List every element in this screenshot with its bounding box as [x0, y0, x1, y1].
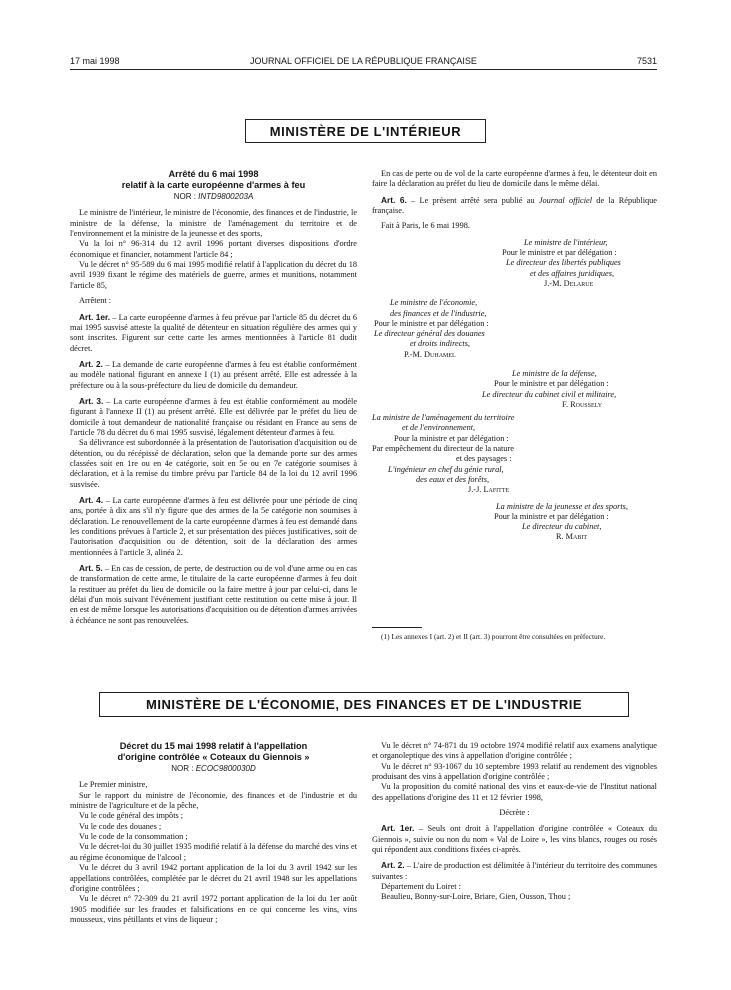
article-3-paragraph-2: Sa délivrance est subordonnée à la présentation de l'autorisation d'acquisition ou de détention, ou du récépissé de déclaration, selon que la demande porte sur des armes classées soit en 1re ou en 4e catégorie, soit en 5e ou en 7e catégorie soumises à déclaration, et à la remise du timbre prévu par l'article 84 de la loi du 12 avril 1996 susvisée.: [70, 438, 357, 489]
article-5: Art. 5. – En cas de cession, de perte, de destruction ou de vol d'une arme ou en cas de transformation de cette arme, le titulaire de la carte européenne d'armes à feu doit la restituer au préfet du lieu de domicile ou la faire mettre à jour par celui-ci, dans le délai d'un mois suivant l'événement justifiant cette restitution ou cette mise à jour. Il en est de même lorsque les autorisations d'acquisition ou de détention d'armes arrivées à échéance ne sont pas renouvelées.: [70, 563, 358, 625]
arrete-nor: NOR : INTD9800203A: [173, 192, 254, 202]
arretent: Arrêtent :: [79, 296, 112, 306]
arrete-title: Arrêté du 6 mai 1998 relatif à la carte européenne d'armes à feu: [121, 169, 306, 191]
signature-defense: Le ministre de la défense, Pour le ministre et par délégation : Le directeur du cabinet civil et militaire, F. Roussely: [482, 368, 617, 409]
ministry-heading-interieur: MINISTÈRE DE L'INTÉRIEUR: [245, 119, 486, 143]
signature-economie: Le ministre de l'économie, des finances et de l'industrie, Pour le ministre et par délégation : Le directeur général des douanes et droits indirects, P.-M. Duhamel: [374, 298, 489, 359]
footnote: (1) Les annexes I (art. 2) et II (art. 3) pourront être consultées en préfecture.: [381, 632, 606, 641]
decret-title: Décret du 15 mai 1998 relatif à l'appellation d'origine contrôlée « Coteaux du Giennois »: [117, 741, 310, 763]
department: Département du Loiret :: [381, 882, 461, 892]
paragraph: Vu la loi n° 96-314 du 12 avril 1996 portant diverses dispositions d'ordre économique et financier, notamment l'article 84 ;: [70, 239, 357, 259]
paragraph: Vu le code général des impôts ;: [79, 811, 184, 821]
signature-amenagement: La ministre de l'aménagement du territoire et de l'environnement, Pour la ministre et par délégation : Par empêchement du directeur de la nature et des paysages : L'ingénieur en chef du génie rural, des eaux et des forêts, J.-J. Lafitte: [372, 413, 515, 495]
paragraph: Le Premier ministre,: [79, 780, 148, 790]
fait-a-paris: Fait à Paris, le 6 mai 1998.: [381, 221, 470, 231]
article-1: Art. 1er. – Seuls ont droit à l'appellation d'origine contrôlée « Coteaux du Giennois », suivie ou non du nom « Val de Loire », les vins blancs, rouges ou rosés qui répondent aux conditions fixées ci-après.: [372, 823, 657, 855]
header-date: 17 mai 1998: [70, 56, 120, 66]
article-2: Art. 2. – La demande de carte européenne d'armes à feu est établie conformément au modèle national figurant en annexe I (1) au présent arrêté. Elle est adressée à la préfecture ou à la sous-préfecture du lieu de domicile du demandeur.: [70, 358, 358, 390]
decret-nor: NOR : ECOC9800030D: [171, 764, 256, 774]
paragraph: Vu le code des douanes ;: [79, 821, 162, 831]
article-6: Art. 6. – Le présent arrêté sera publié au Journal officiel de la République française.: [372, 194, 657, 216]
ministry-heading-economie: MINISTÈRE DE L'ÉCONOMIE, DES FINANCES ET DE L'INDUSTRIE: [99, 692, 629, 717]
communes: Beaulieu, Bonny-sur-Loire, Briare, Gien, Ousson, Thou ;: [381, 892, 571, 902]
decret-column-left: [70, 741, 357, 925]
signature-jeunesse: La ministre de la jeunesse et des sports, Pour la ministre et par délégation : Le directeur du cabinet, R. Mabit: [494, 501, 628, 542]
article-2: Art. 2. – L'aire de production est délimitée à l'intérieur du territoire des communes suivantes :: [372, 860, 658, 881]
article-3: Art. 3. – La carte européenne d'armes à feu est établie conformément au modèle figurant à l'annexe II (1) au présent arrêté. Elle est délivrée par le préfet du lieu de domicile à tout demandeur de nationalité française ou résidant en France au sens de l'article 78 du décret du 6 mai 1995 susvisé, légalement détenteur d'armes à feu.: [70, 395, 357, 437]
paragraph: Vu le décret du 3 avril 1942 portant application de la loi du 3 avril 1942 sur les appellations contrôlées, complétée par le décret du 21 avril 1948 sur les appellations d'origine contrôlées ;: [70, 863, 357, 893]
paragraph: Vu le décret n° 95-589 du 6 mai 1995 modifié relatif à l'application du décret du 18 avril 1939 fixant le régime des matériels de guerre, armes et munitions, notamment l'article 85,: [70, 260, 357, 290]
article-4: Art. 4. – La carte européenne d'armes à feu est délivrée pour une période de cinq ans, portée à dix ans s'il n'y figure que des armes de la 5e catégorie non soumises à déclaration. Le renouvellement de la carte européenne d'armes à feu est demandé dans les conditions prévues à l'article 2, et sur présentation des pièces justificatives, soit de l'autorisation d'acquisition ou de détention, soit de la déclaration des armes mentionnées à l'article 3, alinéa 2.: [70, 495, 358, 557]
arrete-column-left: [70, 169, 357, 626]
paragraph: Vu le décret-loi du 30 juillet 1935 modifié relatif à la défense du marché des vins et au régime économique de l'alcool ;: [70, 842, 357, 862]
paragraph: Vu la proposition du comité national des vins et eaux-de-vie de l'Institut national des appellations d'origine des 11 et 12 février 1998,: [372, 782, 657, 802]
header-journal-title: JOURNAL OFFICIEL DE LA RÉPUBLIQUE FRANÇAISE: [250, 56, 477, 66]
running-head: [70, 56, 657, 70]
signature-interieur: Le ministre de l'intérieur, Pour le ministre et par délégation : Le directeur des libertés publiques et des affaires juridiques, J.-M. Delarue: [502, 237, 621, 288]
paragraph: Sur le rapport du ministre de l'économie, des finances et de l'industrie et du ministre de l'agriculture et de la pêche,: [70, 790, 357, 811]
paragraph: Vu le code de la consommation ;: [79, 832, 188, 842]
arrete-column-right: [372, 169, 657, 543]
article-5-paragraph-2: En cas de perte ou de vol de la carte européenne d'armes à feu, le détenteur doit en faire la déclaration au préfet du lieu de domicile dans le même délai.: [372, 169, 657, 189]
header-rule: [70, 69, 657, 70]
paragraph: Vu le décret n° 74-871 du 19 octobre 1974 modifié relatif aux examens analytique et organoleptique des vins à appellation d'origine contrôlée ;: [372, 741, 657, 761]
paragraph: Le ministre de l'intérieur, le ministre de l'économie, des finances et de l'industrie, le ministre de la défense, la ministre de l'aménagement du territoire et de l'environnement et la ministre de la jeunesse et des sports,: [70, 208, 357, 239]
header-page-number: 7531: [636, 56, 657, 66]
decret-column-right: [372, 741, 657, 903]
paragraph: Vu le décret n° 72-309 du 21 avril 1972 portant application de la loi du 1er août 1905 modifiée sur les fraudes et falsifications en ce qui concerne les vins, vins mousseux, vins pétillants et vins de liqueur ;: [70, 894, 357, 924]
decrete: Décrète :: [499, 808, 530, 818]
paragraph: Vu le décret n° 93-1067 du 10 septembre 1993 relatif au rendement des vignobles produisant des vins à appellation d'origine contrôlée ;: [372, 761, 657, 782]
article-1: Art. 1er. – La carte européenne d'armes à feu prévue par l'article 85 du décret du 6 mai 1995 susvisé atteste la qualité de détenteur en situation régulière des armes qui y sont inscrites. Figurent sur cette carte les armes mentionnées à l'article 81 dudit décret.: [70, 311, 357, 353]
footnote-rule: [372, 627, 422, 628]
